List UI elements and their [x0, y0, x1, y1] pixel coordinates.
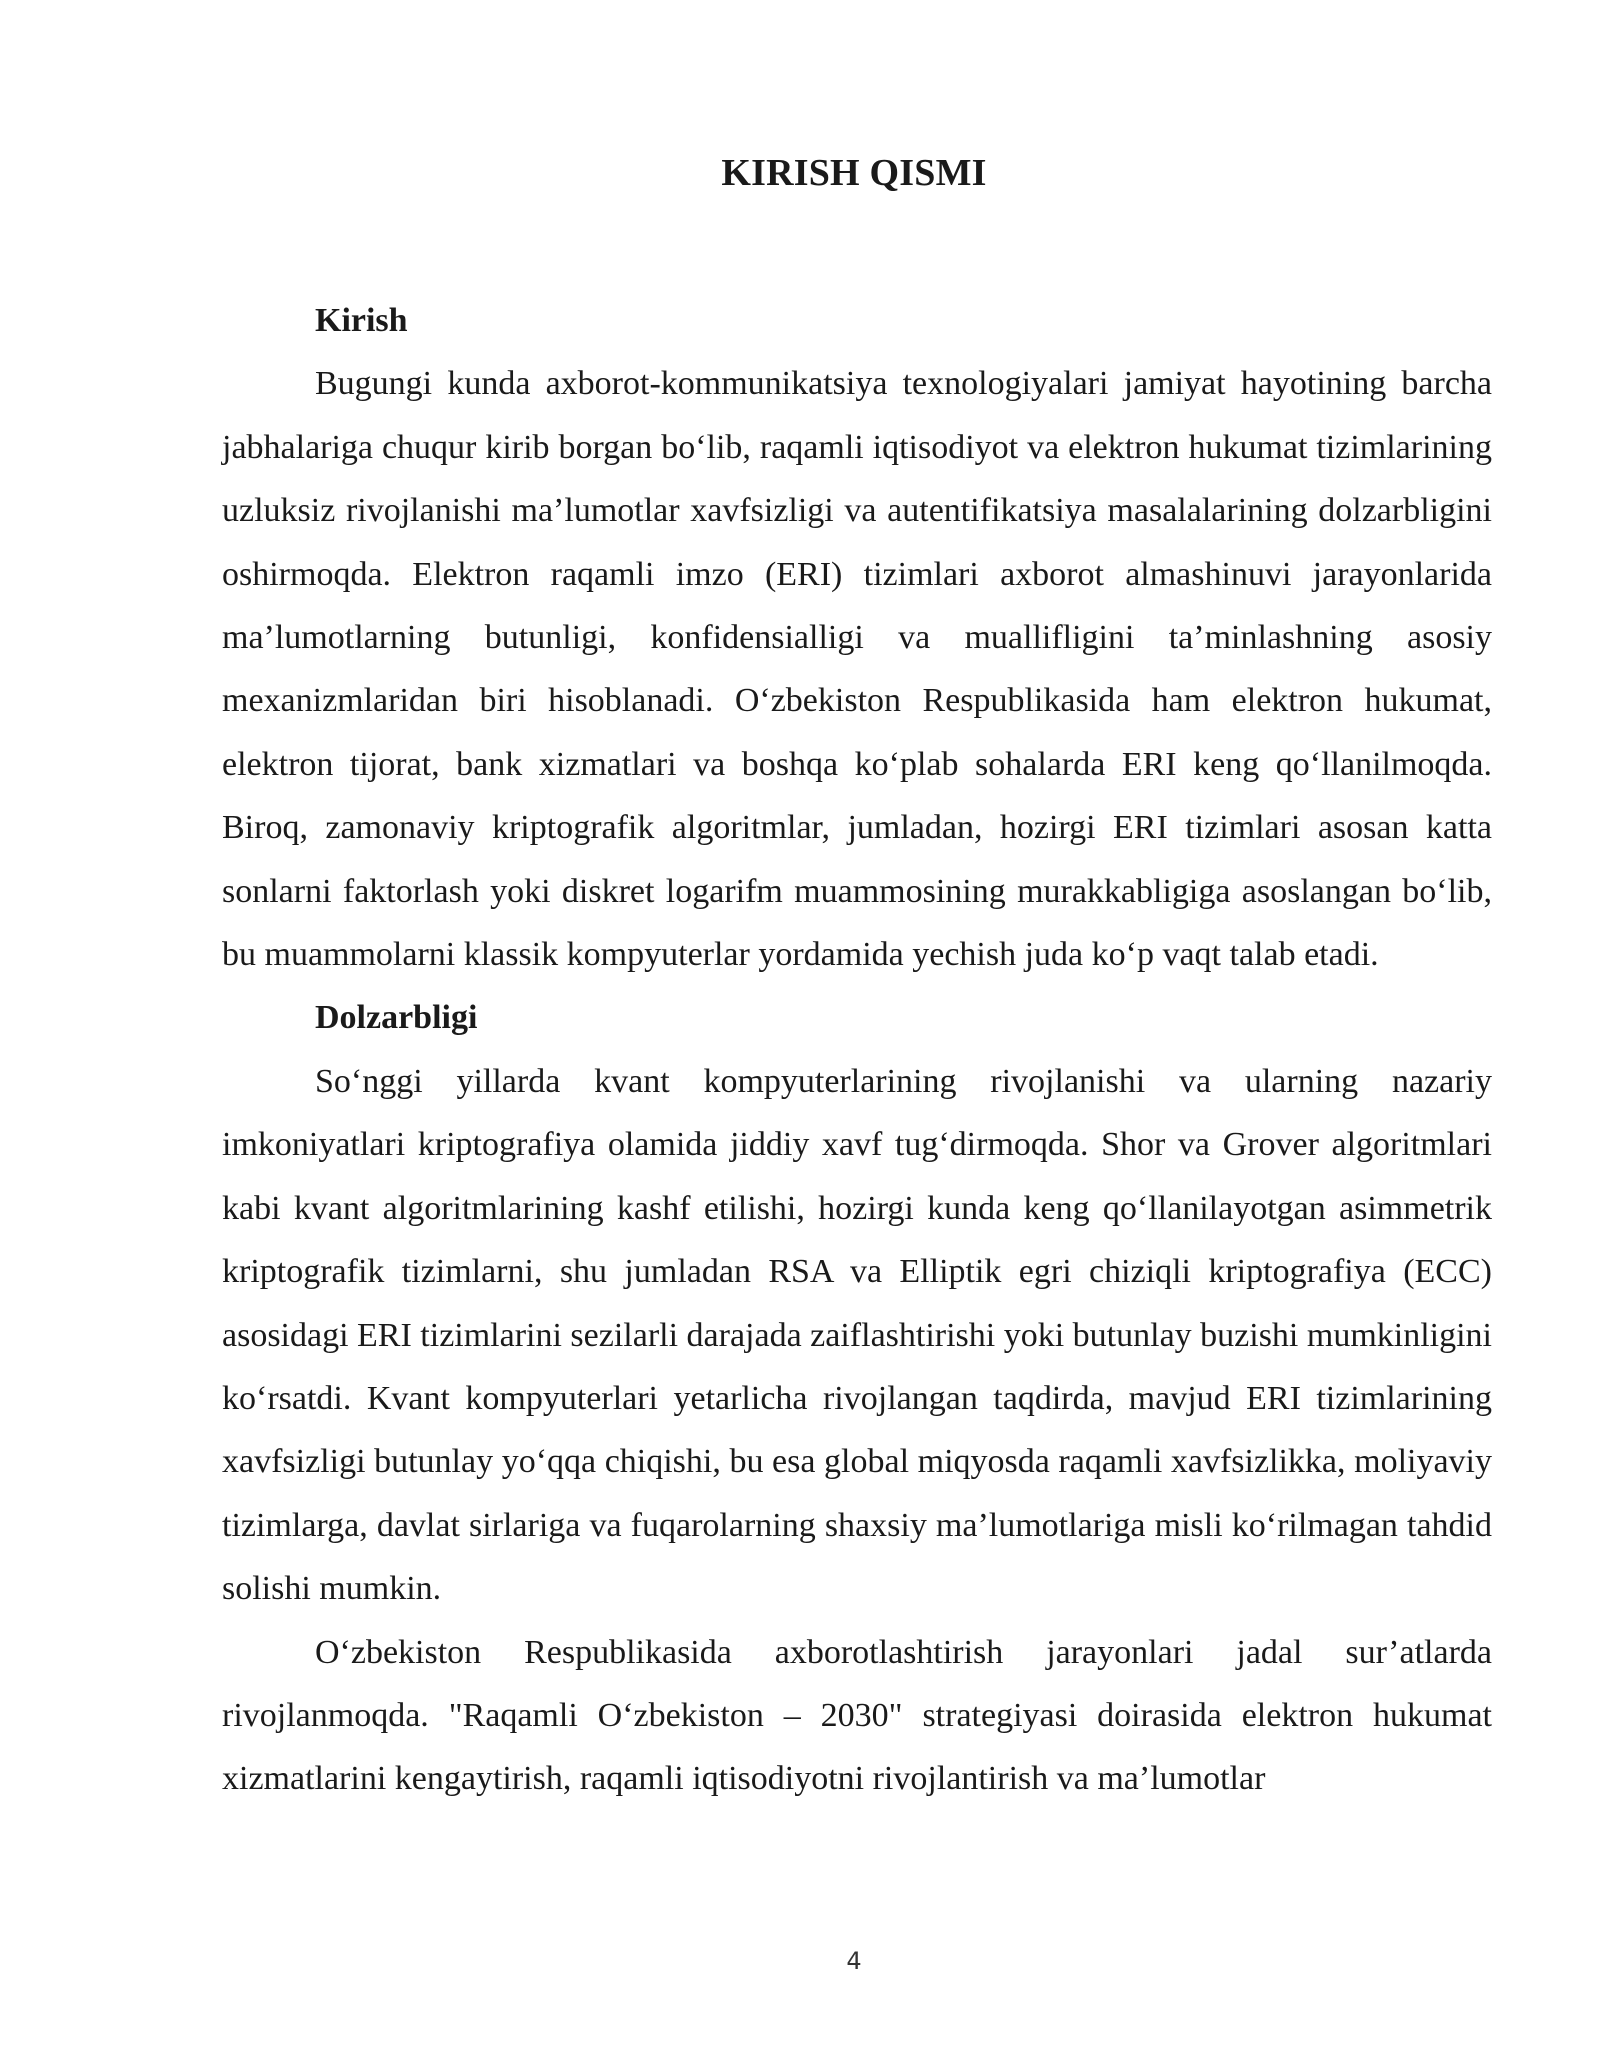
section-heading-kirish: Kirish	[315, 302, 408, 339]
page-number: 4	[846, 1947, 862, 1975]
section-heading-dolzarbligi: Dolzarbligi	[315, 999, 478, 1037]
paragraph-kirish: Bugungi kunda axborot-kommunikatsiya texnologiyalari jamiyat hayotining barcha jabhalariga chuqur kirib borgan bo‘lib, raqamli iqtisodiyot va elektron hukumat tizimlarining uzluksiz rivojlanishi ma’lumotlar xavfsizligi va autentifikatsiya masalalarining dolzarbligini oshirmoqda. Elektron raqamli imzo (ERI) tizimlari axborot almashinuvi jarayonlarida ma’lumotlarning butunligi, konfidensialligi va muallifligini ta’minlashning asosiy mexanizmlaridan biri hisoblanadi. O‘zbekiston Respublikasida ham elektron hukumat, elektron tijorat, bank xizmatlari va boshqa ko‘plab sohalarda ERI keng qo‘llanilmoqda. Biroq, zamonaviy kriptografik algoritmlar, jumladan, hozirgi ERI tizimlari asosan katta sonlarni faktorlash yoki diskret logarifm muammosining murakkabligiga asoslangan bo‘lib, bu muammolarni klassik kompyuterlar yordamida yechish juda ko‘p vaqt talab etadi.	[222, 365, 1492, 974]
document-body	[222, 289, 1492, 1811]
paragraph-dolzarbligi-2: O‘zbekiston Respublikasida axborotlashtirish jarayonlari jadal sur’atlarda rivojlanmoqda. "Raqamli O‘zbekiston – 2030" strategiyasi doirasida elektron hukumat xizmatlarini kengaytirish, raqamli iqtisodiyotni rivojlantirish va ma’lumotlar	[222, 1633, 1492, 1798]
paragraph-dolzarbligi-1: So‘nggi yillarda kvant kompyuterlarining rivojlanishi va ularning nazariy imkoniyatlari kriptografiya olamida jiddiy xavf tug‘dirmoqda. Shor va Grover algoritmlari kabi kvant algoritmlarining kashf etilishi, hozirgi kunda keng qo‘llanilayotgan asimmetrik kriptografik tizimlarni, shu jumladan RSA va Elliptik egri chiziqli kriptografiya (ECC) asosidagi ERI tizimlarini sezilarli darajada zaiflashtirishi yoki butunlay buzishi mumkinligini ko‘rsatdi. Kvant kompyuterlari yetarlicha rivojlangan taqdirda, mavjud ERI tizimlarining xavfsizligi butunlay yo‘qqa chiqishi, bu esa global miqyosda raqamli xavfsizlikka, moliyaviy tizimlarga, davlat sirlariga va fuqarolarning shaxsiy ma’lumotlariga misli ko‘rilmagan tahdid solishi mumkin.	[222, 1062, 1493, 1608]
page-title: KIRISH QISMI	[721, 152, 987, 194]
